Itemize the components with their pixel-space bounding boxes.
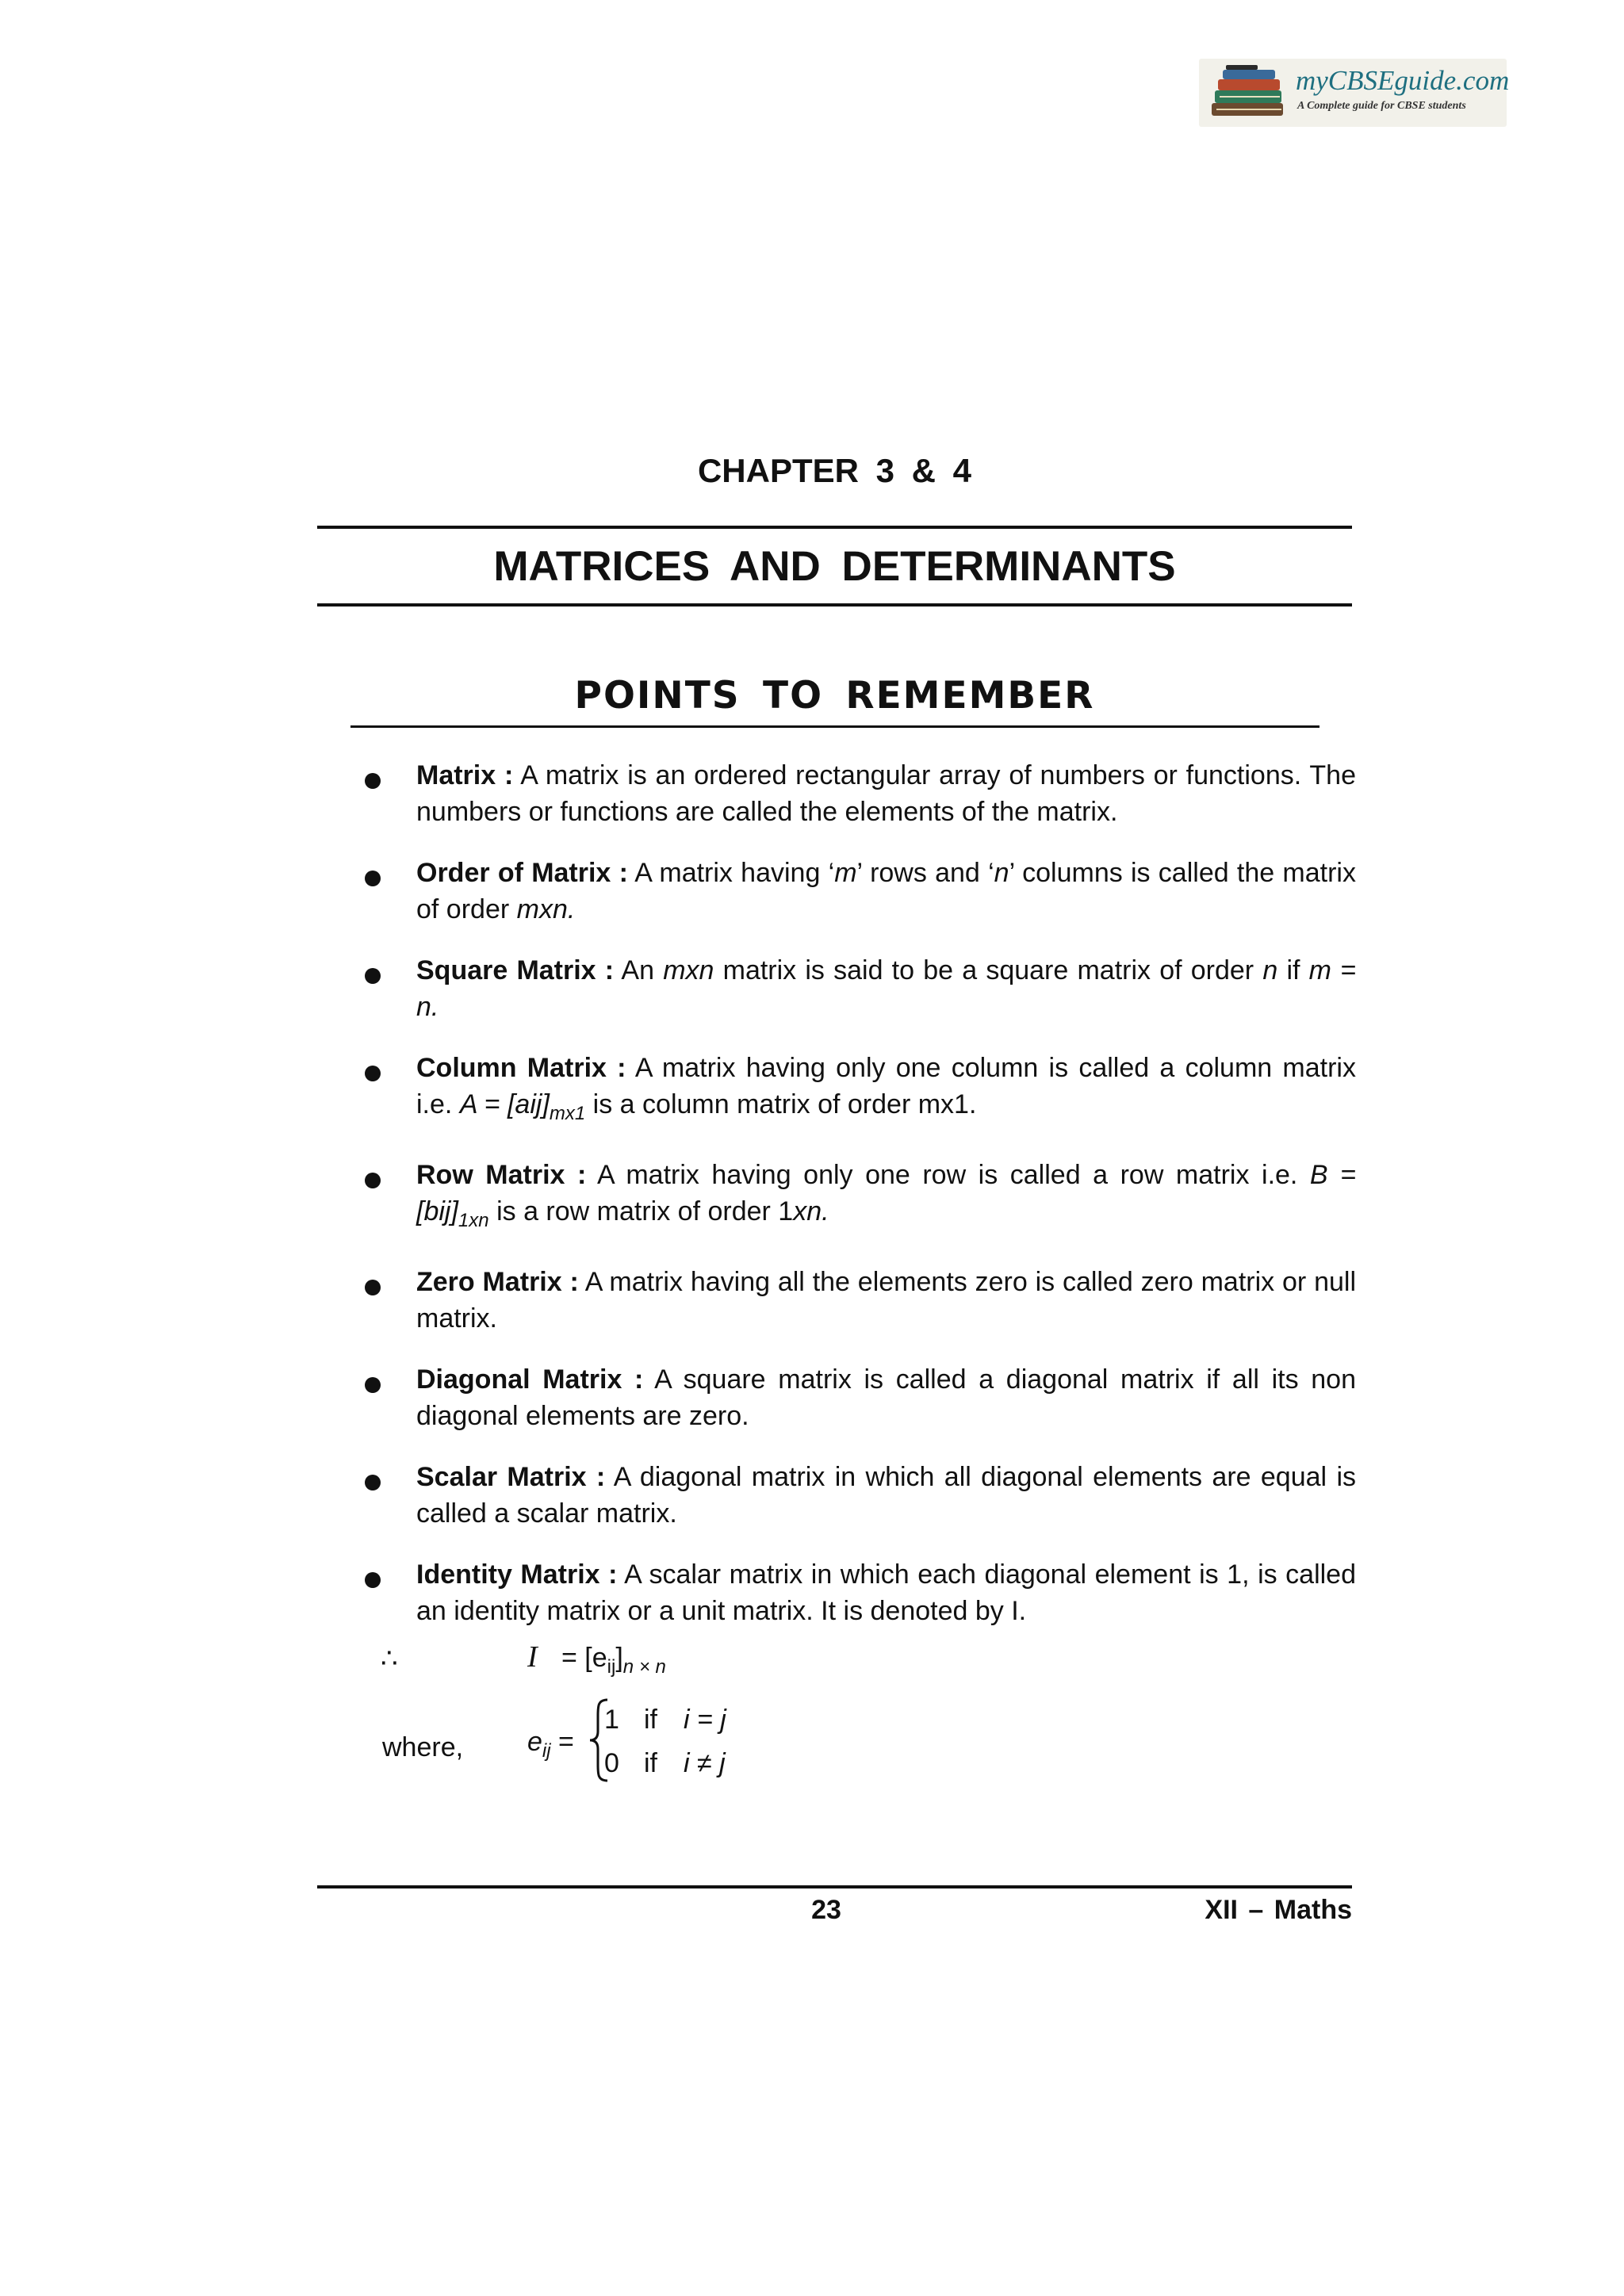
point-term: Zero Matrix : bbox=[416, 1267, 579, 1297]
bullet-icon bbox=[365, 968, 381, 984]
point-term: Identity Matrix : bbox=[416, 1559, 618, 1590]
case-condition: i ≠ j bbox=[684, 1748, 726, 1778]
bullet-icon bbox=[365, 1066, 381, 1081]
therefore-symbol: ∴ bbox=[381, 1644, 398, 1674]
point-body: ’ columns is called the matrix of order bbox=[416, 858, 1356, 924]
site-logo bbox=[1199, 59, 1510, 127]
point-body: An bbox=[614, 955, 664, 985]
math-expr: mxn bbox=[663, 955, 714, 985]
list-item bbox=[361, 1157, 1356, 1239]
point-term: Row Matrix : bbox=[416, 1160, 587, 1190]
eij-lhs bbox=[527, 1727, 574, 1762]
point-term: Matrix : bbox=[416, 760, 514, 790]
logo-tagline: A Complete guide for CBSE students bbox=[1297, 100, 1466, 112]
math-var: n bbox=[1262, 955, 1278, 985]
footer-rule bbox=[317, 1885, 1352, 1888]
case-value: 0 bbox=[604, 1748, 619, 1778]
point-body: A matrix having all the elements zero is called zero matrix or null matrix. bbox=[416, 1267, 1356, 1334]
bullet-icon bbox=[365, 1475, 381, 1490]
point-text bbox=[416, 1050, 1356, 1132]
point-term: Diagonal Matrix : bbox=[416, 1364, 644, 1395]
points-list bbox=[361, 757, 1356, 1654]
math-subscript: n × n bbox=[622, 1656, 666, 1678]
point-body: A square matrix is called a diagonal matrix if all its non diagonal elements are zero. bbox=[416, 1364, 1356, 1431]
point-term: Square Matrix : bbox=[416, 955, 615, 985]
math-expr: m = n. bbox=[416, 955, 1357, 1022]
case-if: if bbox=[644, 1748, 657, 1778]
list-item bbox=[361, 952, 1356, 1025]
logo-brand-text: myCBSEguide.com bbox=[1296, 65, 1510, 96]
list-item bbox=[361, 1556, 1356, 1629]
point-term: Column Matrix : bbox=[416, 1053, 626, 1083]
page-title: MATRICES AND DETERMINANTS bbox=[493, 543, 1176, 590]
point-text bbox=[416, 1459, 1356, 1532]
point-body: A matrix having only one column is called a column matrix i.e. bbox=[416, 1053, 1356, 1119]
list-item bbox=[361, 1264, 1356, 1337]
case-condition: i = j bbox=[684, 1705, 726, 1735]
point-body: A matrix having ‘ bbox=[627, 858, 835, 888]
math-subscript: ij bbox=[542, 1740, 551, 1762]
list-item bbox=[361, 1361, 1356, 1434]
math-var: e bbox=[527, 1727, 542, 1757]
bullet-icon bbox=[365, 773, 381, 789]
bullet-icon bbox=[365, 1572, 381, 1588]
point-text bbox=[416, 855, 1356, 928]
math-subscript: mx1 bbox=[549, 1103, 586, 1124]
point-body: A scalar matrix in which each diagonal element is 1, is called an identity matrix or a unit matrix. It is denoted by I. bbox=[416, 1559, 1357, 1626]
math-expr: xn. bbox=[793, 1196, 829, 1226]
math-expr: mxn. bbox=[516, 894, 576, 924]
point-body: ’ rows and ‘ bbox=[856, 858, 994, 888]
books-logo-icon bbox=[1205, 63, 1293, 124]
case-value: 1 bbox=[604, 1705, 619, 1735]
point-text bbox=[416, 1264, 1356, 1337]
point-text bbox=[416, 952, 1356, 1025]
where-label: where, bbox=[382, 1732, 464, 1762]
math-expr: = [e bbox=[561, 1643, 607, 1673]
section-heading: POINTS TO REMEMBER bbox=[574, 674, 1095, 718]
page-number: 23 bbox=[811, 1895, 841, 1925]
list-item bbox=[361, 1459, 1356, 1532]
footer-label: XII – Maths bbox=[1205, 1895, 1352, 1925]
bullet-icon bbox=[365, 1377, 381, 1393]
point-term: Scalar Matrix : bbox=[416, 1462, 606, 1492]
point-text bbox=[416, 1361, 1356, 1434]
list-item bbox=[361, 855, 1356, 928]
case-row bbox=[604, 1705, 726, 1735]
point-text bbox=[416, 1556, 1356, 1629]
math-var: n bbox=[994, 858, 1009, 888]
bullet-icon bbox=[365, 1280, 381, 1295]
math-expr: = bbox=[550, 1727, 574, 1757]
bullet-icon bbox=[365, 871, 381, 886]
point-body: A matrix is an ordered rectangular array of numbers or functions. The numbers or functions are called the elements of the matrix. bbox=[416, 760, 1356, 827]
point-text bbox=[416, 1157, 1356, 1239]
math-expr: ] bbox=[615, 1643, 623, 1673]
math-expr: A = [aij] bbox=[459, 1089, 550, 1119]
chapter-heading: CHAPTER 3 & 4 bbox=[697, 452, 972, 489]
list-item bbox=[361, 757, 1356, 830]
point-body: A matrix having only one row is called a row matrix i.e. bbox=[586, 1160, 1310, 1190]
bullet-icon bbox=[365, 1173, 381, 1188]
title-top-rule bbox=[317, 526, 1352, 529]
math-subscript: 1xn bbox=[458, 1210, 489, 1231]
point-body: matrix is said to be a square matrix of order bbox=[714, 955, 1263, 985]
identity-symbol: I bbox=[527, 1640, 538, 1674]
point-text bbox=[416, 757, 1356, 830]
math-var: m bbox=[834, 858, 857, 888]
title-bottom-rule bbox=[317, 603, 1352, 607]
point-body: if bbox=[1277, 955, 1309, 985]
point-body: A diagonal matrix in which all diagonal elements are equal is called a scalar matrix. bbox=[416, 1462, 1356, 1529]
case-if: if bbox=[644, 1705, 657, 1735]
identity-definition bbox=[561, 1643, 666, 1678]
math-subscript: ij bbox=[607, 1656, 616, 1678]
section-underline bbox=[350, 725, 1320, 728]
point-body: is a column matrix of order mx1. bbox=[585, 1089, 977, 1119]
math-expr: B = [bij] bbox=[416, 1160, 1356, 1226]
point-body: is a row matrix of order 1 bbox=[488, 1196, 794, 1226]
list-item bbox=[361, 1050, 1356, 1132]
point-term: Order of Matrix : bbox=[416, 858, 628, 888]
case-row bbox=[604, 1748, 726, 1779]
